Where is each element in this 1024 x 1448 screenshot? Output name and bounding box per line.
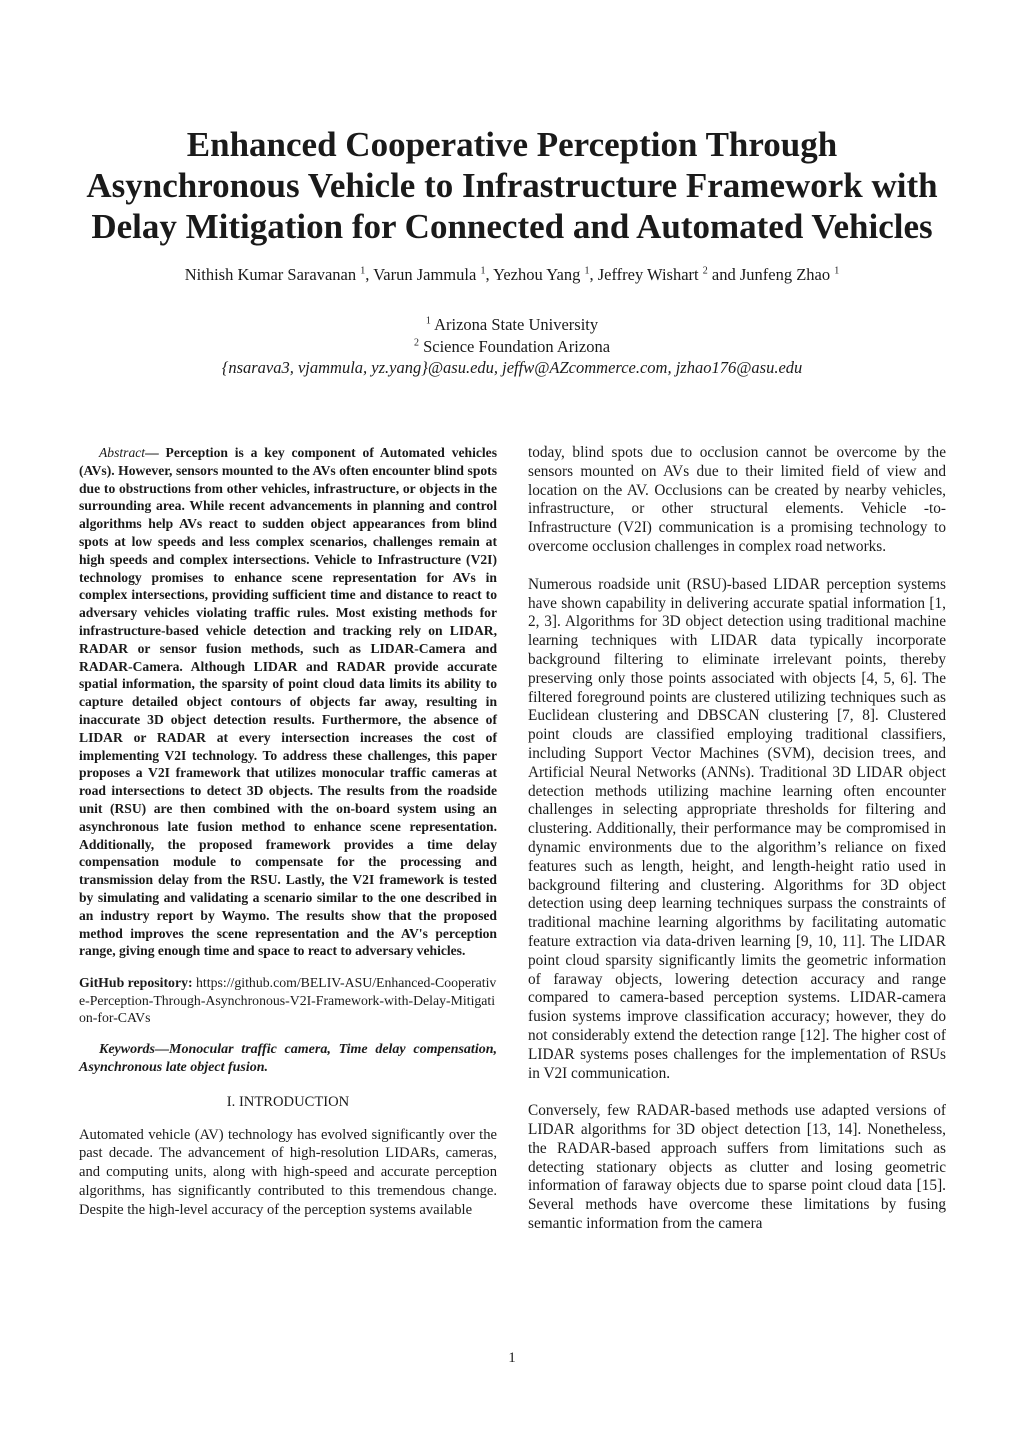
body-paragraph: Conversely, few RADAR-based methods use adapted versions of LIDAR algorithms for 3D object detection [13, 14]. Nonetheless, the RADAR-based approach suffers from limitations such as detecting stationary objects as clutter and losing geometric information of faraway objects due to sparse point cloud data [15]. Several methods have overcome these limitations by fusing semantic information from the camera — [528, 1102, 946, 1233]
title-line: Delay Mitigation for Connected and Automated Vehicles — [91, 207, 933, 246]
author-name: Yezhou Yang — [493, 265, 581, 284]
left-column — [79, 444, 497, 1239]
author-list — [40, 265, 984, 285]
keywords — [79, 1041, 497, 1077]
keywords-label: Keywords— — [99, 1041, 169, 1057]
affiliation-line — [40, 314, 984, 336]
author-separator: , — [485, 265, 494, 284]
github-repository — [79, 974, 497, 1027]
affiliation-number: 2 — [413, 337, 419, 349]
author-emails: {nsarava3, vjammula, yz.yang}@asu.edu, jeffw@AZcommerce.com, jzhao176@asu.edu — [221, 358, 803, 377]
page-number: 1 — [508, 1350, 516, 1366]
author-name: Jeffrey Wishart — [597, 265, 699, 284]
affiliations — [40, 314, 984, 358]
github-label: GitHub repository: — [79, 975, 193, 991]
intro-paragraph: Automated vehicle (AV) technology has evolved significantly over the past decade. The advancement of high-resolution LIDARs, cameras, and computing units, along with high-speed and accurate perception algorithms, has significantly contributed to this tremendous change. Despite the high-level accuracy of the perception systems available — [79, 1126, 497, 1218]
author-separator: and — [707, 265, 740, 284]
affiliation-number: 1 — [425, 315, 431, 327]
affiliation-line — [40, 336, 984, 358]
abstract-label: Abstract — [99, 445, 146, 460]
author-affiliation-mark: 1 — [834, 265, 840, 277]
author-affiliation-mark: 1 — [480, 265, 486, 277]
author-separator: , — [365, 265, 374, 284]
abstract — [79, 444, 497, 960]
affiliation-name: Arizona State University — [434, 315, 599, 334]
author-affiliation-mark: 2 — [702, 265, 708, 277]
author-name: Nithish Kumar Saravanan — [184, 265, 357, 284]
body-paragraph: Numerous roadside unit (RSU)-based LIDAR perception systems have shown capability in delivering accurate spatial information [1, 2, 3]. Algorithms for 3D object detection using traditional machine learning techniques with LIDAR data typically incorporate background filtering to eliminate irrelevant points, thereby preserving only those points associated with objects [4, 5, 6]. The filtered foreground points are clustered utilizing techniques such as Euclidean clustering and DBSCAN clustering [7, 8]. Clustered point clouds are classified employing traditional classifiers, including Support Vector Machines (SVM), decision trees, and Artificial Neural Networks (ANNs). Traditional 3D LIDAR object detection methods utilizing machine learning often encounter challenges in selecting appropriate thresholds for filtering and clustering. Additionally, their performance may be compromised in dynamic environments due to the algorithm’s reliance on fixed features such as length, height, and length-height ratio used in background filtering and clustering. Algorithms for 3D object detection using deep learning techniques surpass the constraints of traditional machine learning algorithms by facilitating automatic feature extraction via data-driven learning [9, 10, 11]. The LIDAR point cloud sparsity significantly limits the geometric information of faraway objects, lowering detection accuracy and range compared to camera-based perception systems. LIDAR-camera fusion systems improve classification accuracy; however, they do not considerably extend the detection range [12]. The higher cost of LIDAR systems poses challenges for the implementation of RSUs in V2I communication. — [528, 575, 946, 1082]
author-name: Junfeng Zhao — [739, 265, 831, 284]
author-affiliation-mark: 1 — [360, 265, 366, 277]
section-heading: I. INTRODUCTION — [226, 1093, 350, 1110]
author-affiliation-mark: 1 — [584, 265, 590, 277]
body-paragraph: today, blind spots due to occlusion cannot be overcome by the sensors mounted on AVs due to their limited field of view and location on the AV. Occlusions can be created by nearby vehicles, infrastructure, or other structural elements. Vehicle -to-Infrastructure (V2I) communication is a promising technology to overcome occlusion challenges in complex road networks. — [528, 444, 946, 555]
title-line: Asynchronous Vehicle to Infrastructure Framework with — [86, 166, 938, 205]
abstract-dash: — — [145, 445, 166, 460]
right-column — [528, 444, 946, 1253]
paper-title — [40, 124, 984, 247]
affiliation-name: Science Foundation Arizona — [423, 337, 611, 356]
author-separator: , — [589, 265, 598, 284]
abstract-text: Perception is a key component of Automated vehicles (AVs). However, sensors mounted to the AVs often encounter blind spots due to obstructions from other vehicles, infrastructure, or objects in the surrounding area. While recent advancements in planning and control algorithms help AVs react to sudden object appearances from blind spots at low speeds and less complex scenarios, challenges remain at high speeds and complex intersections. Vehicle to Infrastructure (V2I) technology promises to enhance scene representation for AVs in complex intersections, providing sufficient time and distance to react to adversary vehicles violating traffic rules. Most existing methods for infrastructure-based vehicle detection and tracking rely on LIDAR, RADAR or sensor fusion methods, such as LIDAR-Camera and RADAR-Camera. Although LIDAR and RADAR provide accurate spatial information, the sparsity of point cloud data limits its ability to capture detailed object contours of objects far away, resulting in inaccurate 3D object detection results. Furthermore, the absence of LIDAR or RADAR at every intersection increases the cost of implementing V2I technology. To address these challenges, this paper proposes a V2I framework that utilizes monocular traffic cameras at road intersections to detect 3D objects. The results from the roadside unit (RSU) are then combined with the on-board system using an asynchronous late fusion method to enhance scene representation. Additionally, the proposed framework provides a time delay compensation module to compensate for the processing and transmission delay from the RSU. Lastly, the V2I framework is tested by simulating and validating a scenario similar to the one described in an industry report by Waymo. The results show that the proposed method improves the scene representation and the AV's perception range, giving enough time and space to react to adversary vehicles. — [79, 445, 498, 959]
keywords-text: Monocular traffic camera, Time delay compensation, Asynchronous late object fusion. — [79, 1041, 497, 1075]
github-link[interactable]: https://github.com/BELIV-ASU/Enhanced-Cooperative-Perception-Through-Asynchronous-V2I-Framework-with-Delay-Mitigation-for-CAVs — [79, 975, 497, 1026]
author-name: Varun Jammula — [373, 265, 477, 284]
title-line: Enhanced Cooperative Perception Through — [186, 125, 838, 164]
